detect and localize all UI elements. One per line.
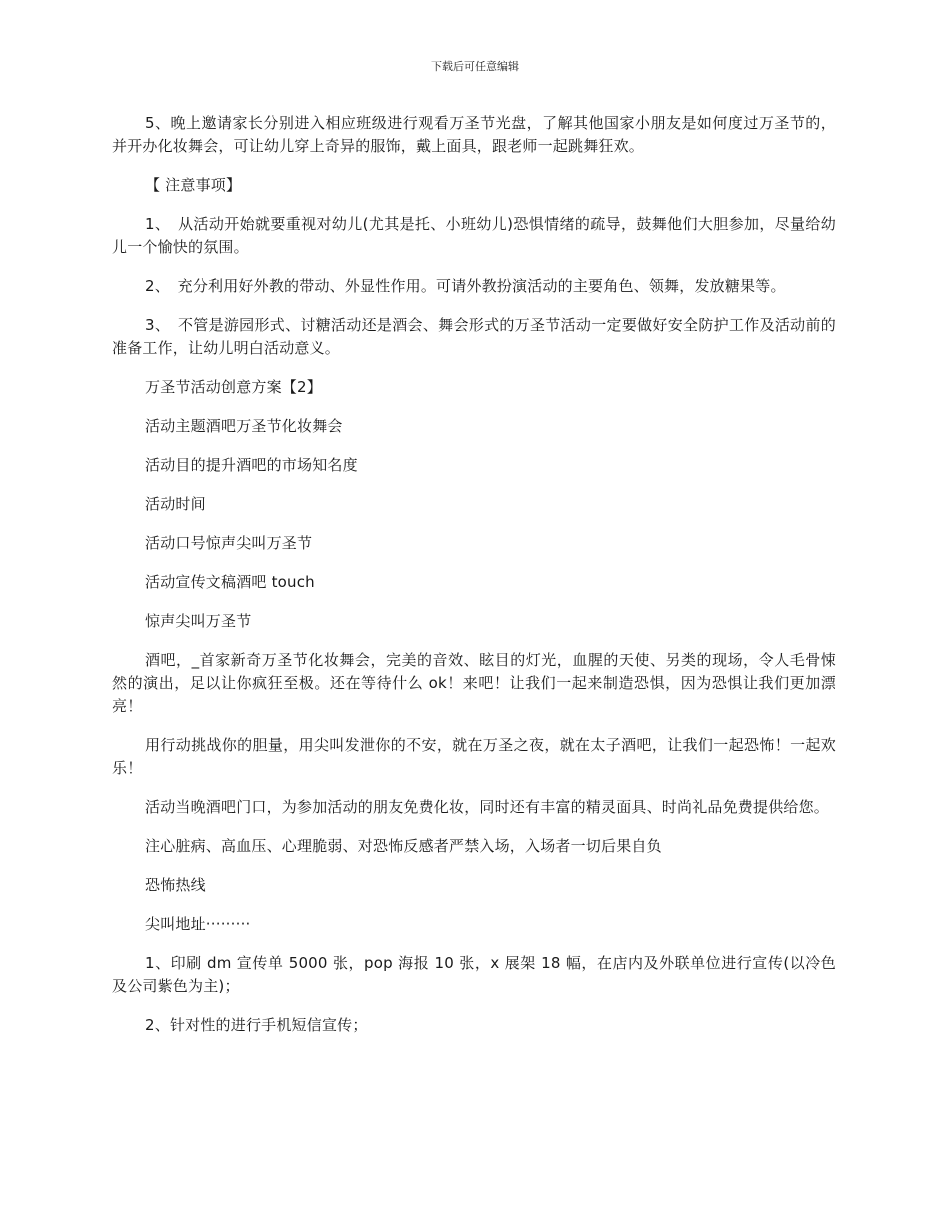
paragraph-activity-theme: 活动主题酒吧万圣节化妆舞会	[145, 417, 343, 435]
paragraph-promo-2: 2、针对性的进行手机短信宣传；	[145, 1016, 368, 1034]
paragraph-free-makeup: 活动当晚酒吧门口，为参加活动的朋友免费化妆，同时还有丰富的精灵面具、时尚礼品免费提供给您。	[145, 798, 830, 816]
paragraph-scream-halloween: 惊声尖叫万圣节	[145, 612, 252, 630]
paragraph-activity-goal: 活动目的提升酒吧的市场知名度	[145, 456, 358, 474]
paragraph-bar-intro: 酒吧，_首家新奇万圣节化妆舞会，完美的音效、眩目的灯光，血腥的天使、另类的现场，令人毛骨悚然的演出，足以让你疯狂至极。还在等待什么 ok！来吧！让我们一起来制造恐惧，因为恐惧让我们更加漂亮！	[112, 651, 836, 715]
paragraph-hotline: 恐怖热线	[145, 876, 206, 894]
paragraph-note-3: 3、 不管是游园形式、讨糖活动还是酒会、舞会形式的万圣节活动一定要做好安全防护工作及活动前的准备工作，让幼儿明白活动意义。	[112, 316, 836, 357]
header-note: 下载后可任意编辑	[431, 60, 519, 73]
paragraph-address: 尖叫地址·········	[145, 915, 251, 933]
paragraph-promo-copy: 活动宣传文稿酒吧 touch	[145, 573, 315, 591]
document-body	[112, 112, 836, 1053]
paragraph-activity-slogan: 活动口号惊声尖叫万圣节	[145, 534, 313, 552]
section-heading-notes: 【 注意事项】	[145, 176, 242, 194]
section-title-plan-2: 万圣节活动创意方案【2】	[145, 378, 322, 396]
paragraph-warning: 注心脏病、高血压、心理脆弱、对恐怖反感者严禁入场，入场者一切后果自负	[145, 837, 662, 855]
paragraph-note-1: 1、 从活动开始就要重视对幼儿(尤其是托、小班幼儿)恐惧情绪的疏导，鼓舞他们大胆参加，尽量给幼儿一个愉快的氛围。	[112, 215, 836, 256]
paragraph-activity-5: 5、晚上邀请家长分别进入相应班级进行观看万圣节光盘，了解其他国家小朋友是如何度过万圣节的，并开办化妆舞会，可让幼儿穿上奇异的服饰，戴上面具，跟老师一起跳舞狂欢。	[112, 114, 836, 155]
paragraph-activity-time: 活动时间	[145, 495, 206, 513]
paragraph-challenge: 用行动挑战你的胆量，用尖叫发泄你的不安，就在万圣之夜，就在太子酒吧，让我们一起恐怖！一起欢乐！	[112, 736, 836, 777]
paragraph-promo-1: 1、印刷 dm 宣传单 5000 张，pop 海报 10 张，x 展架 18 幅，在店内及外联单位进行宣传(以冷色及公司紫色为主)；	[112, 954, 836, 995]
paragraph-note-2: 2、 充分利用好外教的带动、外显性作用。可请外教扮演活动的主要角色、领舞，发放糖果等。	[145, 277, 786, 295]
